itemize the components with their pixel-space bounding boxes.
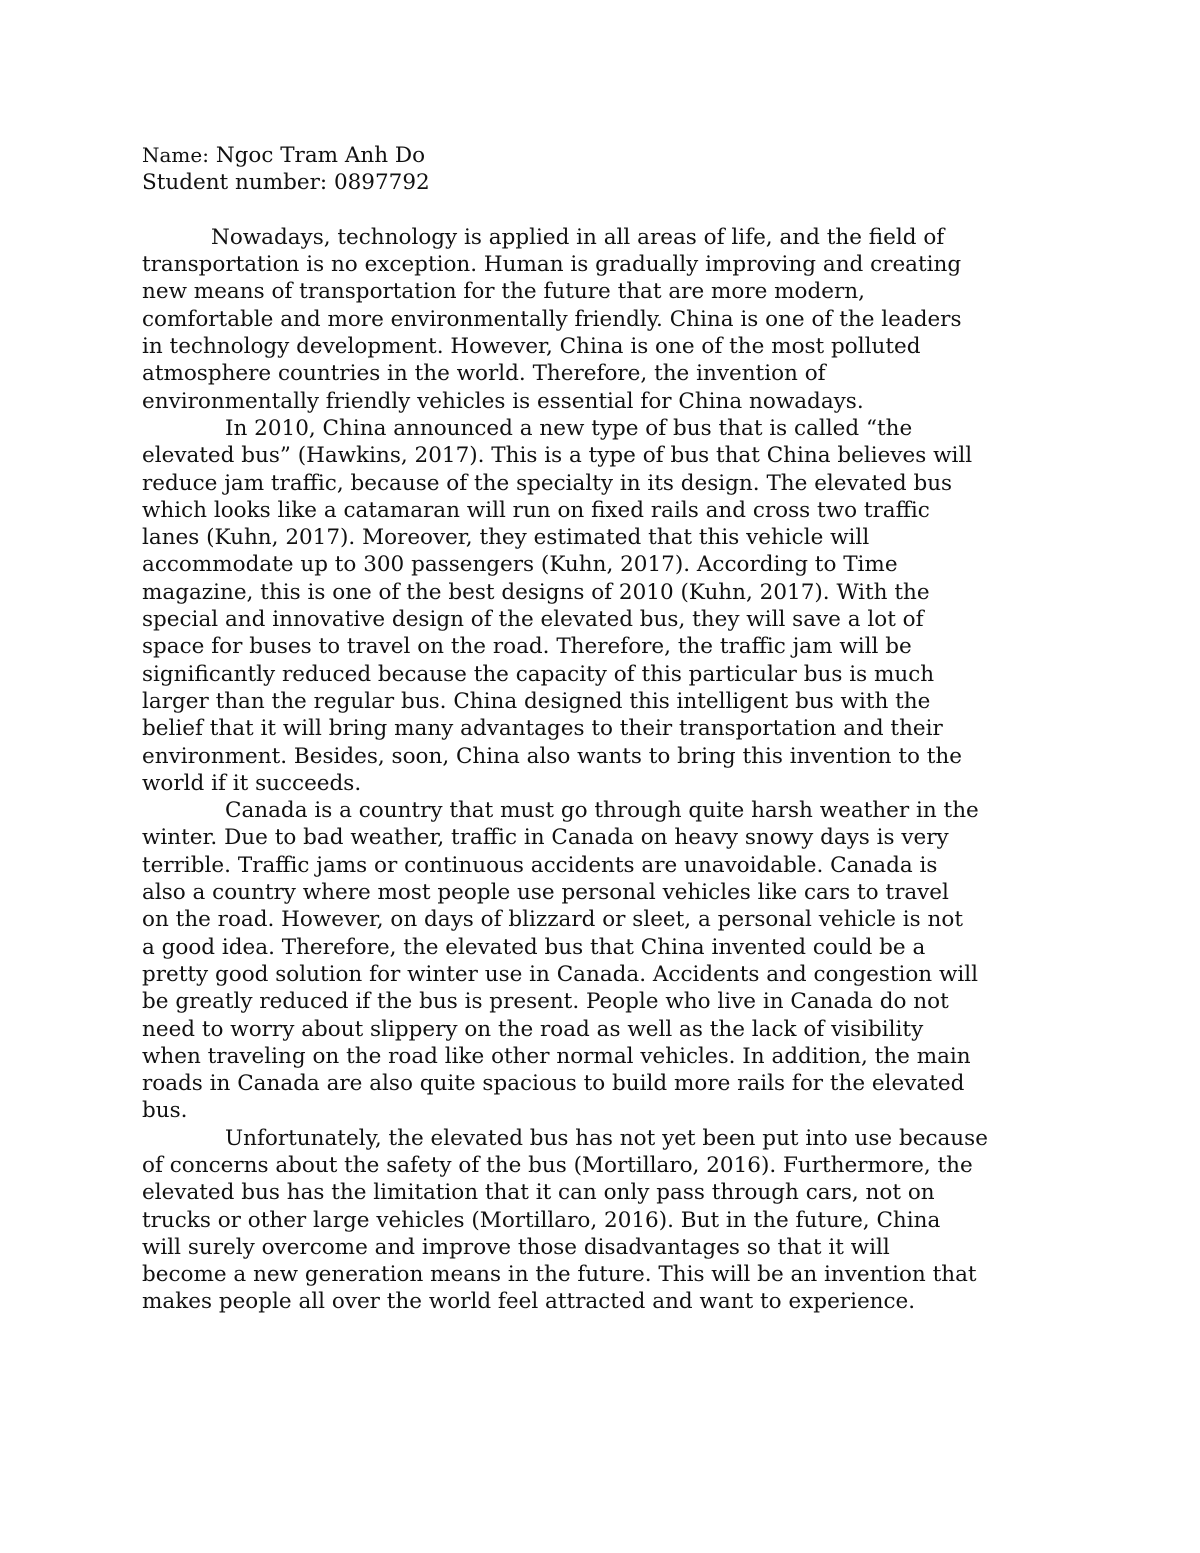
name-label: Name: (142, 143, 209, 167)
paragraph-line: elevated bus” (Hawkins, 2017). This is a type of bus that China believes will (142, 443, 973, 469)
paragraph-line: new means of transportation for the future that are more modern, (142, 279, 865, 305)
paragraph-2 (142, 415, 1072, 797)
paragraph-line: which looks like a catamaran will run on fixed rails and cross two traffic (142, 497, 930, 523)
paragraph-line: makes people all over the world feel attracted and want to experience. (142, 1289, 916, 1315)
paragraph-line: larger than the regular bus. China designed this intelligent bus with the (142, 688, 931, 714)
paragraph-line: magazine, this is one of the best designs of 2010 (Kuhn, 2017). With the (142, 579, 930, 605)
paragraph-line: a good idea. Therefore, the elevated bus that China invented could be a (142, 934, 926, 960)
paragraph-line: bus. (142, 1098, 188, 1124)
paragraph-line: will surely overcome and improve those disadvantages so that it will (142, 1234, 890, 1260)
paragraph-line: special and innovative design of the elevated bus, they will save a lot of (142, 607, 924, 633)
paragraph-line: world if it succeeds. (142, 770, 362, 796)
paragraph-3 (142, 797, 1072, 1125)
essay-text (142, 142, 1072, 1316)
paragraph-line: significantly reduced because the capacity of this particular bus is much (142, 661, 935, 687)
paragraph-line: transportation is no exception. Human is gradually improving and creating (142, 252, 962, 278)
student-number-line: Student number: 0897792 (142, 170, 430, 196)
paragraph-line: reduce jam traffic, because of the specialty in its design. The elevated bus (142, 470, 953, 496)
paragraph-line: when traveling on the road like other normal vehicles. In addition, the main (142, 1043, 971, 1069)
paragraph-line: space for buses to travel on the road. Therefore, the traffic jam will be (142, 634, 912, 660)
paragraph-line: lanes (Kuhn, 2017). Moreover, they estimated that this vehicle will (142, 525, 870, 551)
paragraph-line: Unfortunately, the elevated bus has not yet been put into use because (225, 1125, 988, 1151)
paragraph-line: on the road. However, on days of blizzard or sleet, a personal vehicle is not (142, 907, 963, 933)
paragraph-line: need to worry about slippery on the road as well as the lack of visibility (142, 1016, 924, 1042)
paragraph-line: in technology development. However, China is one of the most polluted (142, 334, 921, 360)
paragraph-line: be greatly reduced if the bus is present. People who live in Canada do not (142, 989, 949, 1015)
paragraph-line: environmentally friendly vehicles is essential for China nowadays. (142, 388, 864, 414)
paragraph-line: roads in Canada are also quite spacious to build more rails for the elevated (142, 1071, 965, 1097)
blank-line (142, 197, 1072, 224)
paragraph-line: elevated bus has the limitation that it can only pass through cars, not on (142, 1180, 935, 1206)
paragraph-line: atmosphere countries in the world. Therefore, the invention of (142, 361, 826, 387)
paragraph-line: winter. Due to bad weather, traffic in Canada on heavy snowy days is very (142, 825, 949, 851)
paragraph-line: Canada is a country that must go through quite harsh weather in the (225, 798, 979, 824)
paragraph-line: also a country where most people use personal vehicles like cars to travel (142, 880, 949, 906)
name-value: Ngoc Tram Anh Do (215, 143, 426, 168)
name-line (142, 142, 1072, 169)
paragraph-line: comfortable and more environmentally friendly. China is one of the leaders (142, 306, 962, 332)
paragraph-line: terrible. Traffic jams or continuous accidents are unavoidable. Canada is (142, 852, 938, 878)
paragraph-line: accommodate up to 300 passengers (Kuhn, 2017). According to Time (142, 552, 898, 578)
paragraph-4 (142, 1125, 1072, 1316)
paragraph-line: of concerns about the safety of the bus (Mortillaro, 2016). Furthermore, the (142, 1152, 973, 1178)
paragraph-line: Nowadays, technology is applied in all areas of life, and the field of (211, 224, 945, 250)
paragraph-line: environment. Besides, soon, China also wants to bring this invention to the (142, 743, 962, 769)
paragraph-line: become a new generation means in the future. This will be an invention that (142, 1262, 977, 1288)
paragraph-line: pretty good solution for winter use in Canada. Accidents and congestion will (142, 961, 979, 987)
paragraph-line: belief that it will bring many advantages to their transportation and their (142, 716, 943, 742)
paragraph-line: trucks or other large vehicles (Mortillaro, 2016). But in the future, China (142, 1207, 941, 1233)
paragraph-line: In 2010, China announced a new type of bus that is called “the (225, 415, 913, 441)
paragraph-1 (142, 224, 1072, 415)
